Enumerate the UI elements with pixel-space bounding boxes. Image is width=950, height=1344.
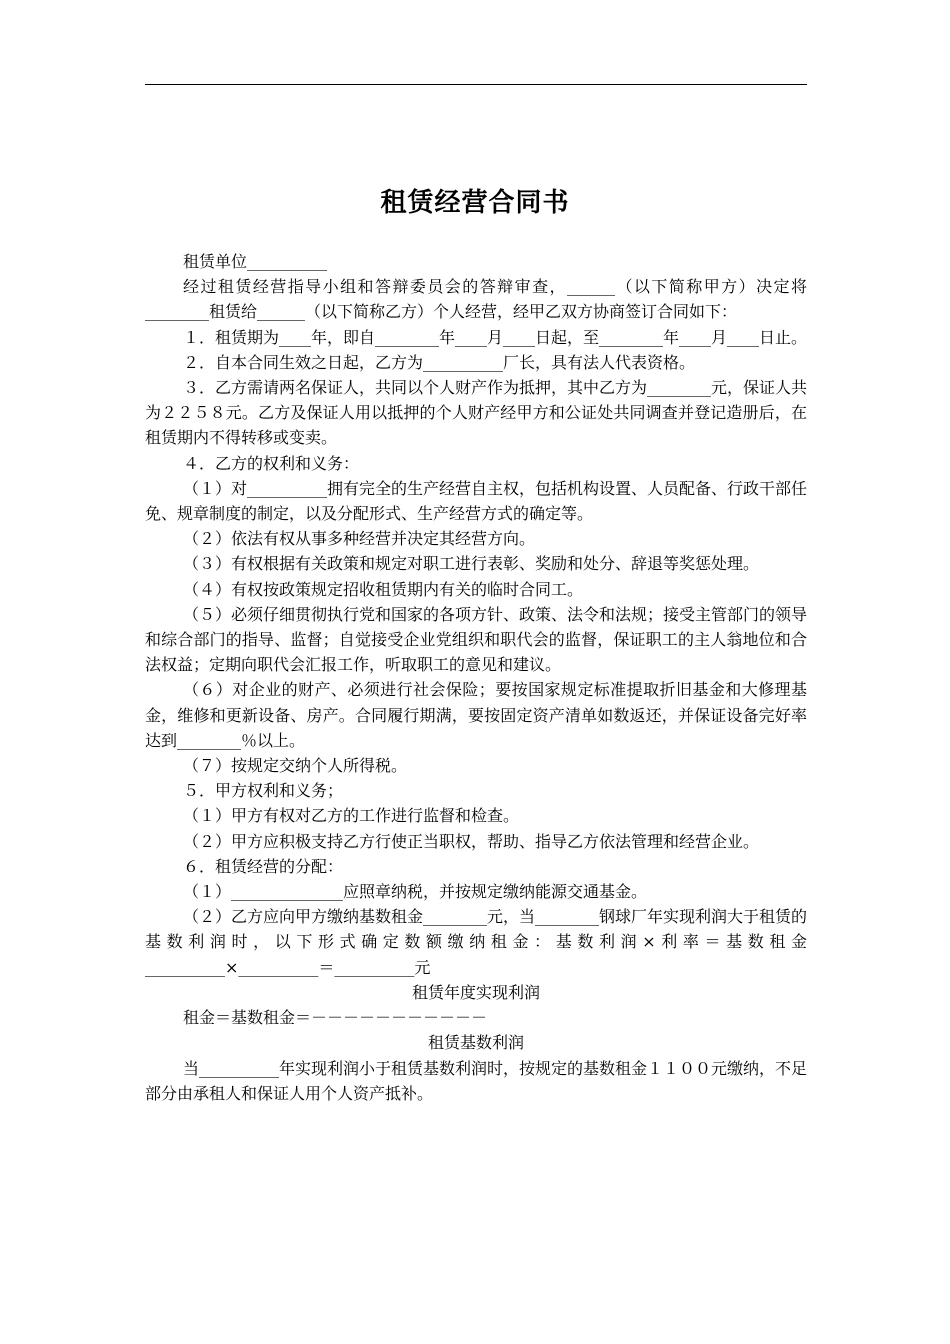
clause-4-heading: ４．乙方的权利和义务： [183,453,360,473]
document-title: 租赁经营合同书 [380,188,570,218]
paragraph-preamble: 经过租赁经营指导小组和答辩委员会的答辩审查，______（以下简称甲方）决定将________租赁给______（以下简称乙方）个人经营，经甲乙双方协商签订合同如下： [145,277,807,322]
document-body [145,249,807,1106]
clause-6-heading: ６．租赁经营的分配： [183,856,344,876]
clause-4-item-1: （１）对__________拥有完全的生产经营自主权，包括机构设置、人员配备、行政干部任免、规章制度的制定，以及分配形式、生产经营方式的确定等。 [145,478,808,524]
clause-1-term: １．租赁期为____年，即自________年____月____日起，至________年____月____日止。 [183,327,808,347]
clause-3-guarantors: ３．乙方需请两名保证人，共同以个人财产作为抵押，其中乙方为________元，保证人共为２２５８元。乙方及保证人用以抵押的个人财产经甲方和公证处共同调查并登记造册后，在租赁期内不得转移或变卖。 [145,378,808,448]
clause-4-item-6: （６）对企业的财产、必须进行社会保险；要按国家规定标准提取折旧基金和大修理基金，维修和更新设备、房产。合同履行期满，要按固定资产清单如数返还，并保证设备完好率达到________％以上。 [145,680,807,750]
clause-4-item-3: （３）有权根据有关政策和规定对职工进行表彰、奖励和处分、辞退等奖惩处理。 [183,554,760,574]
clause-6-item-2: （２）乙方应向甲方缴纳基数租金________元，当________钢球厂年实现利润大于租赁的基数利润时，以下形式确定数额缴纳租金：基数利润×利率＝基数租金__________×__________＝__________元 [145,907,808,977]
clause-4-item-5: （５）必须仔细贯彻执行党和国家的各项方针、政策、法令和法规；接受主管部门的领导和综合部门的指导、监督；自觉接受企业党组织和职代会的监督，保证职工的主人翁地位和合法权益；定期向职代会汇报工作，听取职工的意见和建议。 [145,604,808,675]
formula-numerator: 租赁年度实现利润 [411,982,540,1002]
clause-4-item-4: （４）有权按政策规定招收租赁期内有关的临时合同工。 [183,579,584,599]
paragraph-lessee-unit: 租赁单位__________ [183,252,328,271]
clause-5-heading: ５．甲方权利和义务； [183,781,344,801]
header-rule [145,84,807,85]
clause-5-item-2: （２）甲方应积极支持乙方行使正当职权，帮助、指导乙方依法管理和经营企业。 [183,831,760,851]
formula-denominator: 租赁基数利润 [427,1033,524,1053]
clause-4-item-7: （７）按规定交纳个人所得税。 [183,756,408,776]
clause-4-item-2: （２）依法有权从事多种经营并决定其经营方向。 [183,529,536,549]
clause-6-item-1: （１）______________应照章纳税，并按规定缴纳能源交通基金。 [183,882,648,902]
clause-5-item-1: （１）甲方有权对乙方的工作进行监督和检查。 [183,806,520,826]
formula-line: 租金＝基数租金＝－－－－－－－－－－－ [183,1008,488,1028]
clause-2-director: ２．自本合同生效之日起，乙方为__________厂长，具有法人代表资格。 [183,352,696,372]
paragraph-closing: 当__________年实现利润小于租赁基数利润时，按规定的基数租金１１００元缴纳，不足部分由承租人和保证人用个人资产抵补。 [145,1058,808,1103]
